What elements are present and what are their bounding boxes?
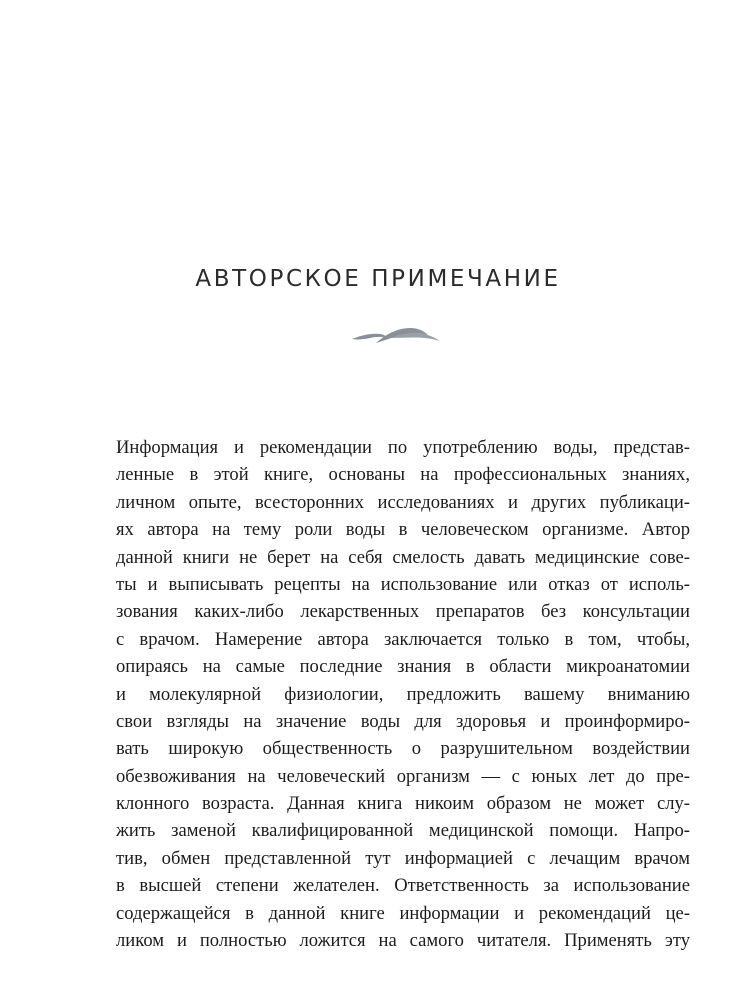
text-line: и молекулярной физиологии, предложить вашему вниманию — [116, 683, 690, 705]
text-line: клонного возраста. Данная книга никоим образом не может слу- — [116, 793, 690, 815]
text-line: ты и выписывать рецепты на использование или отказ от исполь- — [116, 573, 690, 595]
text-line: данной книги не берет на себя смелость давать медицинские сове- — [116, 546, 690, 568]
text-line: с врачом. Намерение автора заключается только в том, чтобы, — [116, 628, 690, 650]
text-line: свои взгляды на значение воды для здоровья и проинформиро- — [116, 710, 690, 732]
text-line: вать широкую общественность о разрушительном воздействии — [116, 738, 690, 760]
text-line: опираясь на самые последние знания в области микроанатомии — [116, 656, 690, 678]
text-line: личном опыте, всесторонних исследованиях и других публикаци- — [116, 491, 690, 513]
author-note-paragraph — [116, 434, 690, 954]
text-line: обезвоживания на человеческий организм — с юных лет до пре- — [116, 765, 690, 787]
text-line: в высшей степени желателен. Ответственность за использование — [116, 875, 690, 897]
page-title: АВТОРСКОЕ ПРИМЕЧАНИЕ — [195, 266, 561, 292]
text-line: Информация и рекомендации по употреблению воды, представ- — [116, 437, 690, 458]
text-line: ях автора на тему роли воды в человеческом организме. Автор — [116, 519, 690, 541]
text-line: тив, обмен представленной тут информацией с лечащим врачом — [116, 847, 690, 869]
text-line: зования каких-либо лекарственных препаратов без консультации — [116, 601, 690, 623]
text-line: содержащейся в данной книге информации и рекомендаций це- — [116, 902, 690, 924]
text-line: ленные в этой книге, основаны на профессиональных знаниях, — [116, 464, 690, 486]
text-line: ликом и полностью ложится на самого читателя. Применять эту — [116, 930, 690, 952]
wave-flourish-icon — [350, 322, 442, 348]
text-line: жить заменой квалифицированной медицинской помощи. Напро- — [116, 820, 690, 842]
